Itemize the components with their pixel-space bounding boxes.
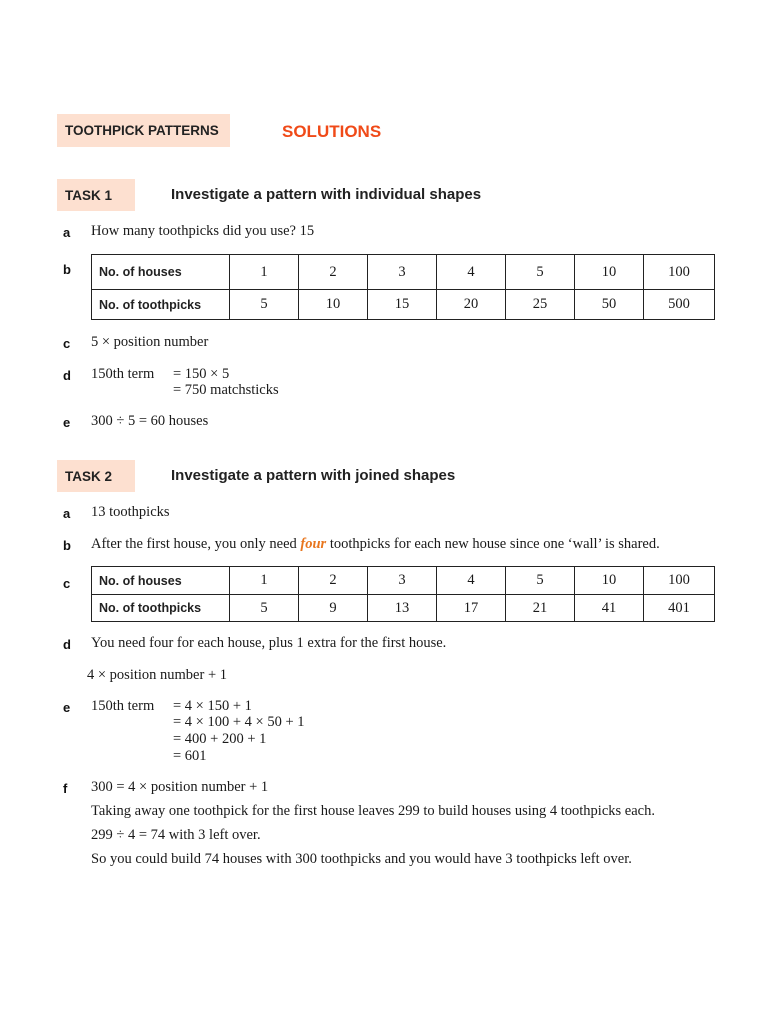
table-cell: 13 <box>368 595 437 622</box>
table-cell: 500 <box>644 290 715 320</box>
table-cell: 2 <box>299 255 368 290</box>
table-cell: 50 <box>575 290 644 320</box>
section-label-text: TOOTHPICK PATTERNS <box>65 123 219 138</box>
task2-a-text: 13 toothpicks <box>91 504 170 520</box>
table-cell: 4 <box>437 255 506 290</box>
table-row <box>92 255 715 290</box>
table-cell: 4 <box>437 567 506 595</box>
table-row <box>92 595 715 622</box>
task2-b-emphasis: four <box>300 536 327 552</box>
task1-heading: Investigate a pattern with individual shapes <box>171 186 482 203</box>
task2-f-line2: Taking away one toothpick for the first house leaves 299 to build houses using 4 toothpicks each. <box>91 803 655 819</box>
row-label: No. of houses <box>92 255 230 290</box>
task2-e-line3: = 400 + 200 + 1 <box>173 731 267 747</box>
task1-d-line1: = 150 × 5 <box>173 366 230 382</box>
table-cell: 401 <box>644 595 715 622</box>
task1-a-text: How many toothpicks did you use? 15 <box>91 223 315 239</box>
task2-b-pre: After the first house, you only need <box>91 536 301 552</box>
table-cell: 5 <box>230 290 299 320</box>
task1-c-letter: c <box>63 336 71 351</box>
table-cell: 3 <box>368 255 437 290</box>
task2-a-letter: a <box>63 506 71 521</box>
task1-d-line2: = 750 matchsticks <box>173 382 279 398</box>
table-cell: 41 <box>575 595 644 622</box>
row-label: No. of houses <box>92 567 230 595</box>
task2-b-text <box>91 536 660 553</box>
task2-e-term: 150th term <box>91 698 155 714</box>
task2-d-text: You need four for each house, plus 1 extra for the first house. <box>91 635 447 651</box>
table-cell: 100 <box>644 255 715 290</box>
task2-f-line3: 299 ÷ 4 = 74 with 3 left over. <box>91 827 261 843</box>
task2-d-letter: d <box>63 637 71 652</box>
task2-d-formula: 4 × position number + 1 <box>87 667 228 683</box>
table-cell: 100 <box>644 567 715 595</box>
table-row <box>92 290 715 320</box>
task1-tag-text: TASK 1 <box>65 187 113 203</box>
table-cell: 10 <box>575 255 644 290</box>
task1-d-term: 150th term <box>91 366 155 382</box>
task2-b-post: toothpicks for each new house since one ‘wall’ is shared. <box>326 536 660 552</box>
task2-e-letter: e <box>63 700 71 715</box>
section-label <box>57 114 230 147</box>
task2-tag <box>57 460 135 492</box>
table-cell: 25 <box>506 290 575 320</box>
table-cell: 3 <box>368 567 437 595</box>
task2-table <box>91 566 715 622</box>
table-cell: 5 <box>230 595 299 622</box>
table-cell: 17 <box>437 595 506 622</box>
table-cell: 15 <box>368 290 437 320</box>
task2-f-line4: So you could build 74 houses with 300 toothpicks and you would have 3 toothpicks left over. <box>91 851 632 867</box>
table-cell: 1 <box>230 567 299 595</box>
task2-b-letter: b <box>63 538 71 553</box>
table-cell: 10 <box>299 290 368 320</box>
task2-tag-text: TASK 2 <box>65 468 113 484</box>
table-cell: 10 <box>575 567 644 595</box>
table-row <box>92 567 715 595</box>
task2-e-line4: = 601 <box>173 748 207 764</box>
table-cell: 5 <box>506 255 575 290</box>
task1-d-letter: d <box>63 368 71 383</box>
table-cell: 2 <box>299 567 368 595</box>
task2-heading: Investigate a pattern with joined shapes <box>171 467 456 484</box>
table-cell: 9 <box>299 595 368 622</box>
task2-f-letter: f <box>63 781 68 796</box>
task1-table <box>91 254 715 320</box>
task1-a-letter: a <box>63 225 71 240</box>
page-title: SOLUTIONS <box>282 122 382 141</box>
task2-e-line1: = 4 × 150 + 1 <box>173 698 252 714</box>
task1-b-letter: b <box>63 262 71 277</box>
task1-e-letter: e <box>63 415 71 430</box>
task2-e-line2: = 4 × 100 + 4 × 50 + 1 <box>173 714 305 730</box>
task1-e-text: 300 ÷ 5 = 60 houses <box>91 413 209 429</box>
table-cell: 21 <box>506 595 575 622</box>
table-cell: 20 <box>437 290 506 320</box>
task1-c-text: 5 × position number <box>91 334 209 350</box>
task2-f-line1: 300 = 4 × position number + 1 <box>91 779 269 795</box>
table-cell: 1 <box>230 255 299 290</box>
table-cell: 5 <box>506 567 575 595</box>
task2-c-letter: c <box>63 576 71 591</box>
row-label: No. of toothpicks <box>92 595 230 622</box>
task1-tag <box>57 179 135 211</box>
row-label: No. of toothpicks <box>92 290 230 320</box>
